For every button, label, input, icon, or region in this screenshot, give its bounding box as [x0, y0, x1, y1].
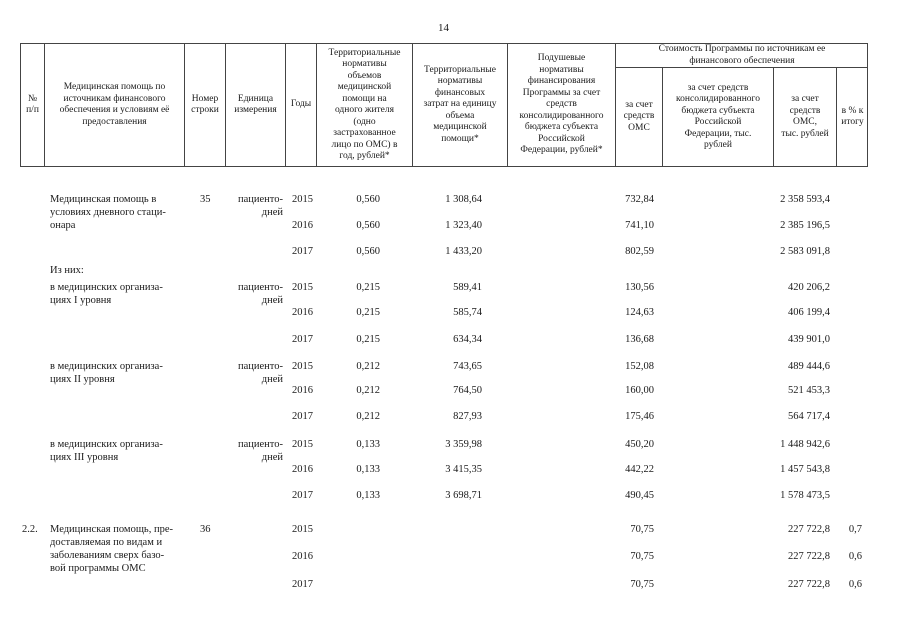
unit-label: пациенто- дней: [238, 439, 283, 463]
header-budget: за счет средств консолидированного бюджета субъекта Российской Федерации, тыс. рублей: [676, 82, 760, 150]
table-row-year: 2015: [292, 524, 313, 535]
section-label: Медицинская помощь, пре- доставляемая по видам и заболеваниям сверх базо- вой программы ОМС: [50, 524, 173, 574]
header-number: № п/п: [26, 93, 39, 115]
oms-value: 802,59: [625, 246, 654, 257]
volume-norm-value: 0,215: [356, 282, 380, 293]
table-row-year: 2016: [292, 307, 313, 318]
cost-norm-value: 3 698,71: [445, 490, 482, 501]
volume-norm-value: 0,133: [356, 464, 380, 475]
volume-norm-value: 0,212: [356, 411, 380, 422]
cost-norm-value: 634,34: [453, 334, 482, 345]
cost-norm-value: 585,74: [453, 307, 482, 318]
oms-value: 130,56: [625, 282, 654, 293]
cost-norm-value: 3 415,35: [445, 464, 482, 475]
oms-value: 490,45: [625, 490, 654, 501]
table-row-year: 2016: [292, 464, 313, 475]
oms-thousand-value: 227 722,8: [788, 524, 830, 535]
cost-norm-value: 764,50: [453, 385, 482, 396]
table-row-year: 2015: [292, 439, 313, 450]
table-row-year: 2017: [292, 579, 313, 590]
table-row-year: 2016: [292, 385, 313, 396]
table-row-year: 2015: [292, 361, 313, 372]
oms-value: 70,75: [630, 551, 654, 562]
page-number: 14: [438, 22, 449, 34]
header-cost-norm: Территориальные нормативы финансовых затрат на единицу объема медицинской помощи*: [423, 64, 497, 144]
oms-value: 136,68: [625, 334, 654, 345]
volume-norm-value: 0,560: [356, 194, 380, 205]
oms-thousand-value: 439 901,0: [788, 334, 830, 345]
section-label: в медицинских организа- циях II уровня: [50, 361, 163, 385]
oms-thousand-value: 406 199,4: [788, 307, 830, 318]
cost-norm-value: 1 308,64: [445, 194, 482, 205]
header-oms-thousand: за счет средств ОМС, тыс. рублей: [781, 94, 829, 139]
header-cost-group: Стоимость Программы по источникам ее финансового обеспечения: [658, 44, 826, 66]
cost-norm-value: 827,93: [453, 411, 482, 422]
oms-thousand-value: 2 583 091,8: [780, 246, 830, 257]
volume-norm-value: 0,133: [356, 439, 380, 450]
table-row-year: 2016: [292, 220, 313, 231]
row-number: 35: [200, 194, 211, 205]
table-row-year: 2017: [292, 246, 313, 257]
percent-value: 0,6: [848, 579, 862, 590]
oms-value: 741,10: [625, 220, 654, 231]
oms-value: 70,75: [630, 524, 654, 535]
header-volume-norm: Территориальные нормативы объемов медицинской помощи на одного жителя (одно застрахованное лицо по ОМС) в год, рублей*: [328, 47, 401, 161]
oms-value: 152,08: [625, 361, 654, 372]
percent-value: 0,7: [848, 524, 862, 535]
section-label: Медицинская помощь в условиях дневного стаци- онара: [50, 194, 166, 231]
oms-thousand-value: 420 206,2: [788, 282, 830, 293]
oms-thousand-value: 564 717,4: [788, 411, 830, 422]
unit-label: пациенто- дней: [238, 194, 283, 218]
table-row-year: 2015: [292, 194, 313, 205]
section-label: в медицинских организа- циях I уровня: [50, 282, 163, 306]
oms-thousand-value: 227 722,8: [788, 579, 830, 590]
volume-norm-value: 0,212: [356, 385, 380, 396]
header-medical-care: Медицинская помощь по источникам финансового обеспечения и условиям её предоставления: [59, 82, 170, 127]
cost-norm-value: 743,65: [453, 361, 482, 372]
cost-norm-value: 3 359,98: [445, 439, 482, 450]
volume-norm-value: 0,133: [356, 490, 380, 501]
volume-norm-value: 0,560: [356, 220, 380, 231]
header-row-number: Номер строки: [191, 93, 219, 115]
cost-norm-value: 1 433,20: [445, 246, 482, 257]
section-label: в медицинских организа- циях III уровня: [50, 439, 163, 463]
volume-norm-value: 0,212: [356, 361, 380, 372]
cost-norm-value: 1 323,40: [445, 220, 482, 231]
oms-thousand-value: 521 453,3: [788, 385, 830, 396]
table-row-year: 2017: [292, 334, 313, 345]
oms-thousand-value: 227 722,8: [788, 551, 830, 562]
oms-value: 450,20: [625, 439, 654, 450]
section-number: 2.2.: [22, 524, 38, 535]
unit-label: пациенто- дней: [238, 282, 283, 306]
unit-label: пациенто- дней: [238, 361, 283, 385]
table-row-year: 2016: [292, 551, 313, 562]
oms-thousand-value: 1 457 543,8: [780, 464, 830, 475]
oms-thousand-value: 2 385 196,5: [780, 220, 830, 231]
header-unit: Единица измерения: [234, 93, 277, 115]
table-row-year: 2017: [292, 490, 313, 501]
oms-value: 442,22: [625, 464, 654, 475]
table-row-year: 2017: [292, 411, 313, 422]
oms-value: 175,46: [625, 411, 654, 422]
oms-value: 70,75: [630, 579, 654, 590]
row-number: 36: [200, 524, 211, 535]
header-years: Годы: [290, 99, 312, 110]
volume-norm-value: 0,215: [356, 334, 380, 345]
table-row-year: 2015: [292, 282, 313, 293]
oms-value: 124,63: [625, 307, 654, 318]
oms-thousand-value: 2 358 593,4: [780, 194, 830, 205]
header-percent: в % к итогу: [841, 105, 864, 127]
volume-norm-value: 0,215: [356, 307, 380, 318]
oms-value: 732,84: [625, 194, 654, 205]
cost-norm-value: 589,41: [453, 282, 482, 293]
oms-thousand-value: 489 444,6: [788, 361, 830, 372]
header-oms: за счет средств ОМС: [623, 99, 655, 133]
oms-value: 160,00: [625, 385, 654, 396]
oms-thousand-value: 1 448 942,6: [780, 439, 830, 450]
volume-norm-value: 0,560: [356, 246, 380, 257]
oms-thousand-value: 1 578 473,5: [780, 490, 830, 501]
header-per-capita: Подушевые нормативы финансирования Программы за счет средств консолидированного бюджета субъекта Российской Федерации, рублей*: [519, 53, 604, 156]
sub-heading: Из них:: [50, 265, 84, 276]
percent-value: 0,6: [848, 551, 862, 562]
